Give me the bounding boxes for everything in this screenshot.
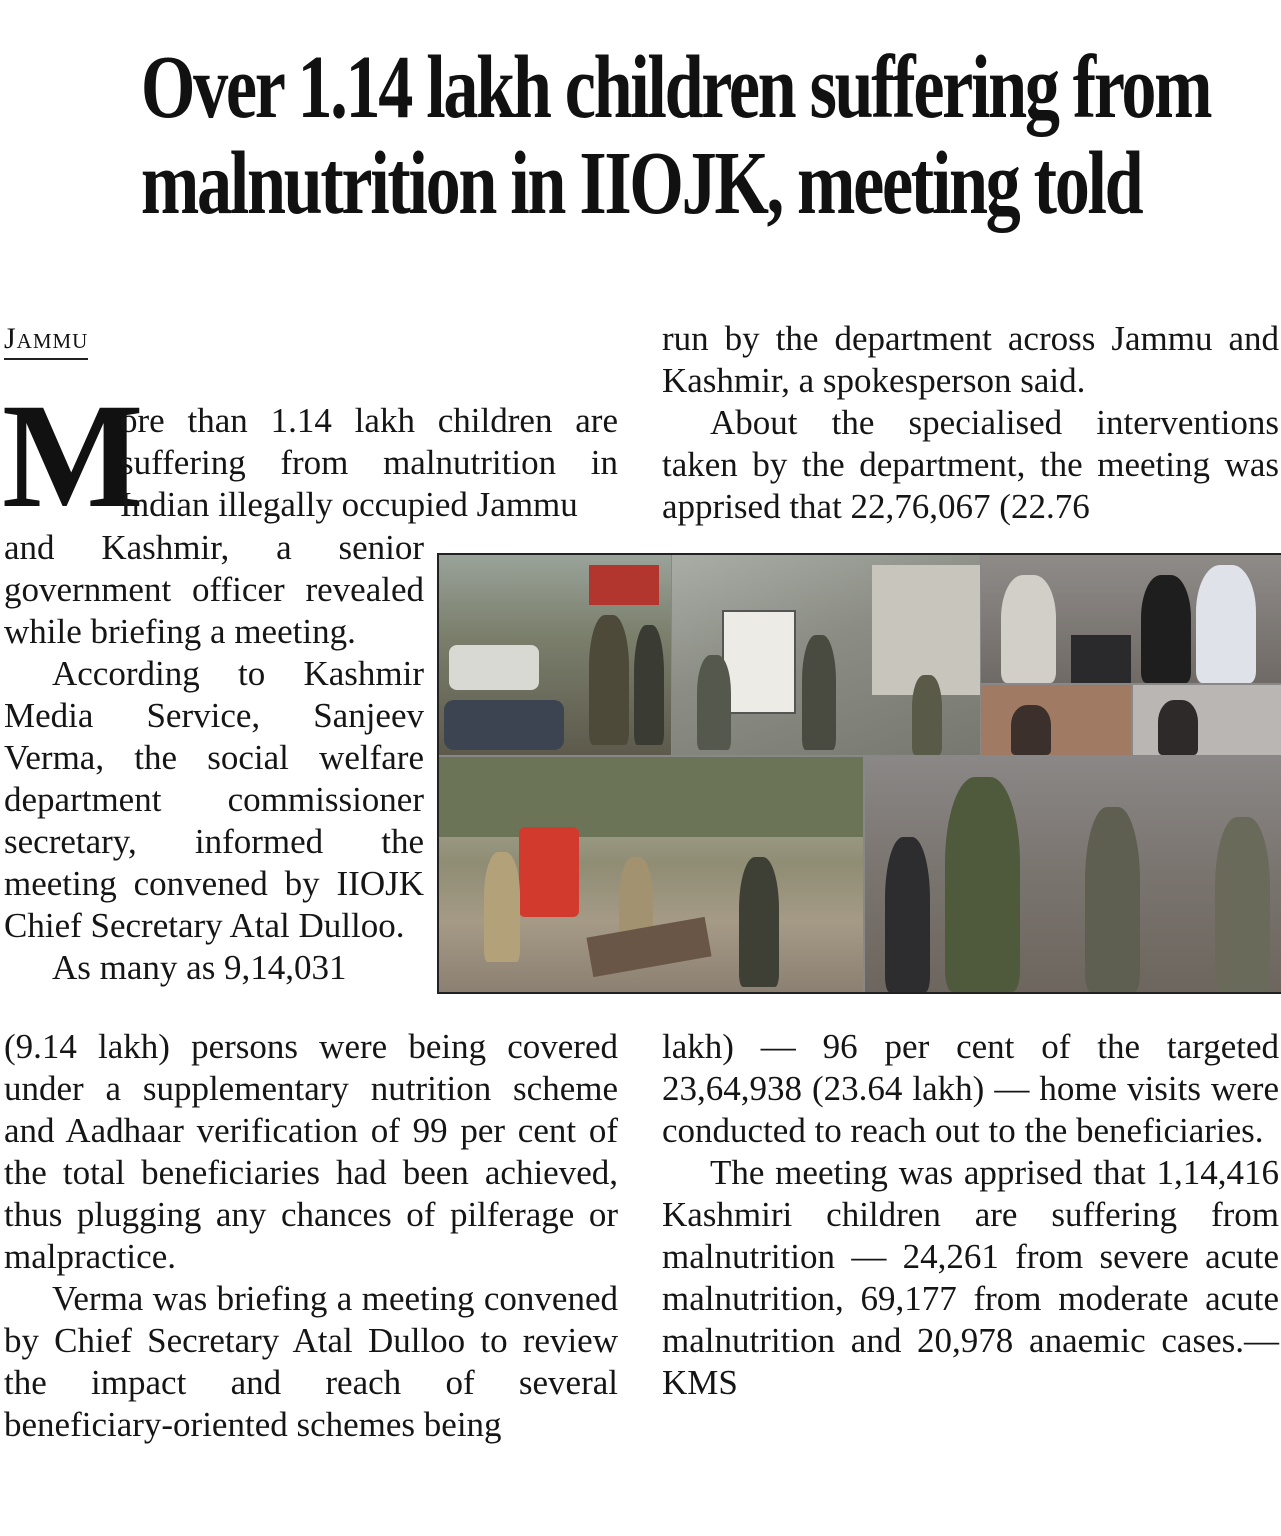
column1-lower <box>4 1026 618 1446</box>
paragraph-3-rest: (9.14 lakh) persons were being covered under a supplementary nutrition scheme and Aadhaar verification of 99 per cent of the total beneficiaries had been achieved, thus plugging any chances of pilferage or malpractice. <box>4 1027 618 1276</box>
headline-line-1: Over 1.14 lakh children suffering from <box>140 38 1211 137</box>
paragraph-4: Verma was briefing a meeting convened by Chief Secretary Atal Dulloo to review the impact and reach of several beneficiary-oriented schemes being <box>4 1279 618 1444</box>
col2-paragraph-2: About the specialised interventions taken by the department, the meeting was apprised that 22,76,067 (22.76 <box>662 403 1279 526</box>
lead-text-rest: and Kashmir, a senior government officer revealed while briefing a meeting. <box>4 528 424 651</box>
photo-indoor-visit <box>981 555 1281 683</box>
photo-van-police <box>672 555 980 755</box>
column2-top <box>662 318 1279 528</box>
col2-paragraph-3: lakh) — 96 per cent of the targeted 23,64,938 (23.64 lakh) — home visits were conducted to reach out to the beneficiaries. <box>662 1027 1279 1150</box>
lead-paragraph-top <box>120 400 618 526</box>
photo-soldiers-patrol <box>865 757 1281 992</box>
col2-paragraph-4: The meeting was apprised that 1,14,416 Kashmiri children are suffering from malnutrition — 24,261 from severe acute malnutrition, 69,177 from moderate acute malnutrition and 20,978 anaemic cases.—KMS <box>662 1153 1279 1402</box>
drop-cap: M <box>2 373 144 539</box>
paragraph-2: According to Kashmir Media Service, Sanjeev Verma, the social welfare department commissioner secretary, informed the meeting convened by IIOJK Chief Secretary Atal Dulloo. <box>4 654 424 945</box>
column1-narrow <box>4 527 424 989</box>
lead-text-top: ore than 1.14 lakh children are suffering from malnutrition in Indian illegally occupied Jammu <box>120 401 618 524</box>
dateline: Jammu <box>4 322 88 360</box>
col2-paragraph-1: run by the department across Jammu and Kashmir, a spokesperson said. <box>662 319 1279 400</box>
column2-bottom <box>662 1026 1279 1404</box>
paragraph-3-start: As many as 9,14,031 <box>52 948 347 987</box>
headline-line-2: malnutrition in IIOJK, meeting told <box>140 134 1142 233</box>
photo-room-1 <box>981 685 1131 755</box>
photo-street-traffic <box>439 555 671 755</box>
headline <box>140 38 1211 233</box>
photo-roadblock <box>439 757 863 992</box>
photo-collage <box>437 553 1281 994</box>
photo-room-2 <box>1133 685 1281 755</box>
